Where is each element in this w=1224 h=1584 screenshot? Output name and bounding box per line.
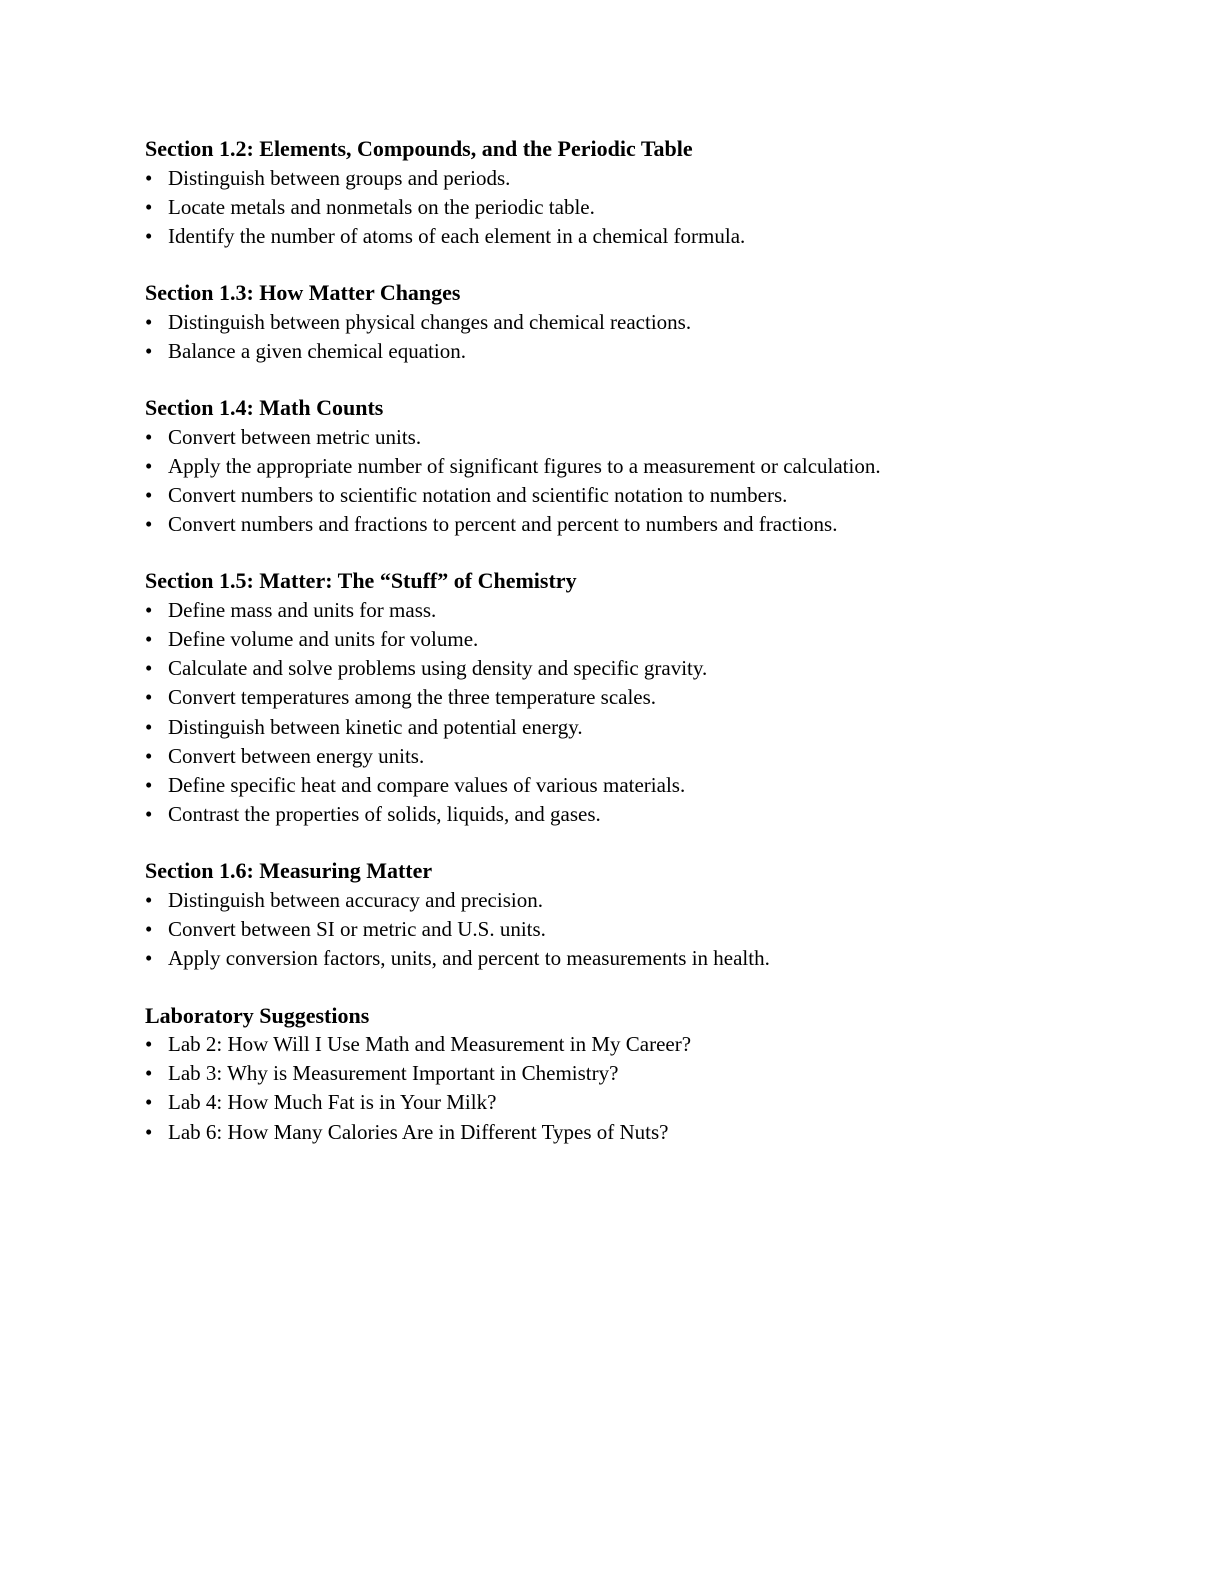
list-item: • Define specific heat and compare values of various materials. [145,771,1105,800]
list-item: • Lab 4: How Much Fat is in Your Milk? [145,1088,1105,1117]
objective-list [145,596,1105,830]
bullet-icon: • [145,743,153,768]
list-item: • Convert between energy units. [145,742,1105,771]
lab-list [145,1030,1105,1147]
list-item: • Distinguish between physical changes and chemical reactions. [145,308,1105,337]
list-item: • Contrast the properties of solids, liquids, and gases. [145,800,1105,829]
list-item: • Calculate and solve problems using density and specific gravity. [145,654,1105,683]
list-item: • Lab 6: How Many Calories Are in Different Types of Nuts? [145,1118,1105,1147]
list-item: • Define volume and units for volume. [145,625,1105,654]
bullet-icon: • [145,802,153,827]
objective-list [145,886,1105,974]
bullet-icon: • [145,627,153,652]
bullet-icon: • [145,1061,153,1086]
list-item: • Lab 2: How Will I Use Math and Measurement in My Career? [145,1030,1105,1059]
bullet-icon: • [145,773,153,798]
list-item: • Balance a given chemical equation. [145,337,1105,366]
bullet-icon: • [145,1090,153,1115]
bullet-icon: • [145,656,153,681]
bullet-icon: • [145,597,153,622]
section-title: Section 1.2: Elements, Compounds, and the Periodic Table [145,136,693,161]
objective-list [145,164,1105,252]
section-title: Laboratory Suggestions [145,1002,370,1028]
objective-list [145,423,1105,540]
list-item: • Convert temperatures among the three temperature scales. [145,683,1105,712]
bullet-icon: • [145,685,153,710]
list-item: • Apply the appropriate number of significant figures to a measurement or calculation. [145,452,1105,481]
bullet-icon: • [145,165,153,190]
list-item: • Distinguish between accuracy and precision. [145,886,1105,915]
bullet-icon: • [145,482,153,507]
objective-list [145,308,1105,366]
section-title: Section 1.5: Matter: The “Stuff” of Chemistry [145,568,577,594]
list-item: • Convert numbers to scientific notation and scientific notation to numbers. [145,481,1105,510]
list-item: • Define mass and units for mass. [145,596,1105,625]
list-item: • Identify the number of atoms of each element in a chemical formula. [145,222,1105,251]
list-item: • Locate metals and nonmetals on the periodic table. [145,193,1105,222]
bullet-icon: • [145,917,153,942]
bullet-icon: • [145,714,153,739]
bullet-icon: • [145,1032,153,1057]
bullet-icon: • [145,453,153,478]
list-item: • Convert between metric units. [145,423,1105,452]
bullet-icon: • [145,1119,153,1144]
bullet-icon: • [145,512,153,537]
section-1-5 [145,566,1105,829]
list-item: • Distinguish between groups and periods. [145,164,1105,193]
bullet-icon: • [145,946,153,971]
bullet-icon: • [145,887,153,912]
laboratory-suggestions [145,1001,1105,1147]
bullet-icon: • [145,194,153,219]
section-1-6 [145,856,1105,973]
list-item: • Lab 3: Why is Measurement Important in Chemistry? [145,1059,1105,1088]
list-item: • Convert numbers and fractions to percent and percent to numbers and fractions. [145,510,1105,539]
list-item: • Apply conversion factors, units, and percent to measurements in health. [145,944,1105,973]
bullet-icon: • [145,338,153,363]
document-page [145,134,1105,1174]
bullet-icon: • [145,424,153,449]
section-title: Section 1.6: Measuring Matter [145,858,433,884]
section-1-4 [145,393,1105,539]
list-item: • Convert between SI or metric and U.S. units. [145,915,1105,944]
section-1-2 [145,134,1105,251]
list-item: • Distinguish between kinetic and potential energy. [145,713,1105,742]
section-1-3 [145,278,1105,366]
section-title: Section 1.4: Math Counts [145,395,384,421]
bullet-icon: • [145,309,153,334]
bullet-icon: • [145,223,153,248]
section-title: Section 1.3: How Matter Changes [145,280,461,306]
